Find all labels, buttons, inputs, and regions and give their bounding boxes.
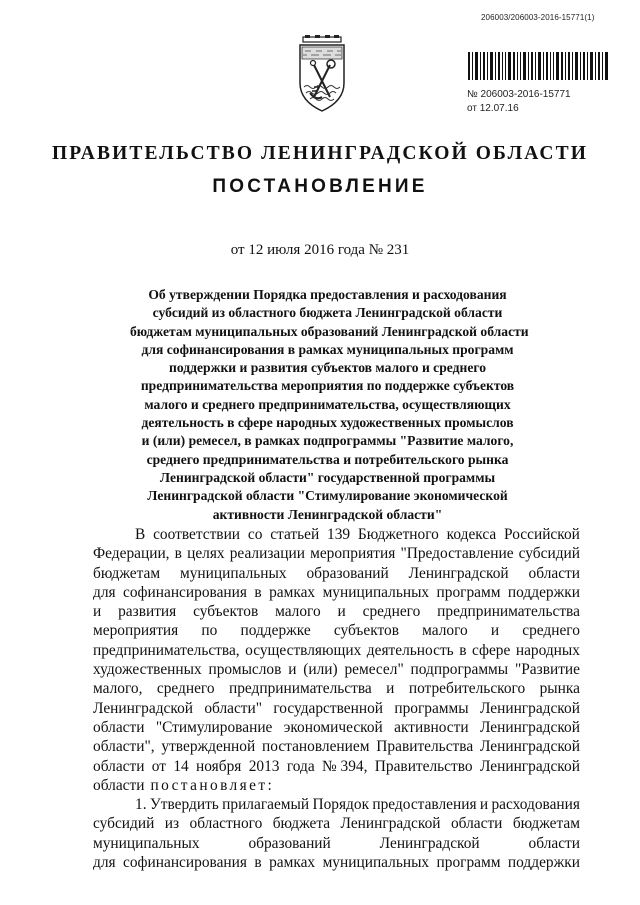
subject-line: Ленинградской области" государственной программы [159,469,496,485]
body-word: в [254,854,262,872]
body-word: Ленинградской [408,564,509,582]
body-word: по [201,622,218,640]
subject-line: Ленинградской области "Стимулирование экономической [147,488,508,504]
body-word: В [135,526,146,543]
body-word: Ленинградской [479,738,580,756]
body-word: статьей [270,526,320,543]
body-line [93,737,580,756]
body-word: рамках [269,583,316,601]
body-word: целях [187,545,225,563]
document-type: ПОСТАНОВЛЕНИЕ [212,176,428,197]
subject-line: бюджетам муниципальных образований Ленинградской области [130,323,529,339]
body-line [93,641,580,660]
body-word: постановлением [262,738,370,756]
body-word: рынка [539,680,580,698]
body-word: потребительского [408,680,526,698]
body-line [93,621,580,640]
body-word: "Развитие [514,661,580,679]
body-word: 14 [173,757,189,775]
body-word: области [93,776,145,794]
body-word: со [247,526,263,543]
body-word: Ленинградской [379,834,480,852]
body-line [93,814,580,833]
body-word: Ленинградской [340,815,441,833]
body-word: утвержденной [161,738,256,756]
body-word: реализации [229,545,305,563]
body-word: Правительство [374,757,473,775]
subject-line: для софинансирования в рамках муниципальных программ [141,341,514,357]
subject-line: предпринимательства мероприятия по поддержке субъектов [140,378,515,394]
body-word: мероприятия [310,545,396,563]
body-word: Ленинградской [93,699,194,717]
body-line [93,795,580,814]
body-word: Ленинградской [479,718,580,736]
body-word: малого, [93,680,143,698]
body-word: от [151,757,166,775]
body-word: Ленинградской [479,699,580,717]
body-word: "Предоставление [400,545,514,563]
body-word: 2013 [248,757,280,775]
body-line [93,544,580,563]
body-word: области [528,564,580,582]
body-word: и [93,603,102,621]
body-word: образований [306,564,389,582]
body-word: и [337,603,346,621]
body-word: субъектов [193,603,259,621]
body-word: предпринимательства [228,680,372,698]
body-word: Ленинградской [479,757,580,775]
body-word: государственной [273,699,384,717]
body-word: "Стимулирование [155,718,273,736]
subject-line: Об утверждении Порядка предоставления и расходования [148,287,507,302]
resolution-body [93,525,580,872]
body-word: программы [394,699,469,717]
registration-number: № 206003-2016-15771 [467,89,571,100]
body-word: бюджета [272,815,331,833]
body-word: области [528,834,580,852]
body-word: 1. [135,796,147,814]
subject-line: и (или) ремесел, в рамках подпрограммы "Развитие малого, [141,433,514,449]
body-word: среднего [522,622,580,640]
body-line [93,525,580,544]
body-word: образований [248,834,331,852]
body-word: из [164,815,180,833]
body-word: и [490,622,500,640]
body-word: года [286,757,315,775]
body-word: и [386,680,395,698]
body-word: Российской [504,526,580,543]
body-word: деятельность [366,641,454,659]
body-word: бюджетам [93,564,161,582]
government-title: ПРАВИТЕЛЬСТВО ЛЕНИНГРАДСКОЙ ОБЛАСТИ [52,143,588,164]
body-word: программ [436,583,501,601]
body-word: в [174,545,182,563]
body-line [93,583,580,602]
body-word: ноября [196,757,242,775]
body-word: Федерации, [93,545,170,563]
body-word: муниципальных [93,834,200,852]
body-word: Утвердить [149,796,219,814]
body-word: субъектов [333,622,399,640]
body-word: области" [204,699,263,717]
body-line [93,757,580,776]
body-word: поддержки [507,583,580,601]
body-word: для [93,583,116,601]
body-word: 139 [327,526,351,543]
coat-of-arms-icon [296,35,348,113]
resolution-date-number: от 12 июля 2016 года № 231 [230,242,410,258]
body-word: поддержке [240,622,311,640]
body-word: области [93,718,145,736]
body-word: ремесел" [344,661,404,679]
body-line [93,564,580,583]
body-word: области [450,815,503,833]
registration-date: от 12.07.16 [467,103,519,114]
body-line [93,660,580,679]
barcode-icon [467,52,609,80]
body-word: (или) [303,661,338,679]
body-word: народных [515,641,580,659]
body-word: рамках [269,854,316,872]
body-word: развития [118,603,177,621]
body-word: расходования [491,796,580,814]
subject-line: субсидий из областного бюджета Ленинградской области [152,305,503,321]
body-word: промыслов [208,661,282,679]
body-word: области", [93,738,155,756]
subject-line: деятельность в сфере народных художественных промыслов [141,415,514,431]
body-word: художественных [93,661,202,679]
document-reference: 206003/206003-2016-15771(1) [481,13,595,22]
body-word: среднего [156,680,215,698]
body-word: области [93,757,145,775]
body-word: постановляет: [150,776,275,794]
body-word: в [254,583,262,601]
body-word: в [459,641,467,659]
body-word: областного [189,815,263,833]
body-word: субсидий [93,815,155,833]
body-line [93,834,580,853]
body-word: сфере [471,641,511,659]
body-word: Бюджетного [357,526,439,543]
body-word: софинансирования [123,583,247,601]
body-line [93,679,580,698]
body-word: кодекса [446,526,497,543]
body-word: Правительства [376,738,474,756]
body-word: и [479,796,489,814]
body-word: муниципальных [322,854,430,872]
body-word: среднего [362,603,421,621]
body-word: осуществляющих [245,641,362,659]
body-line [93,853,580,872]
subject-line: среднего предпринимательства и потребительского рынка [146,451,509,467]
body-word: программ [436,854,501,872]
body-word: экономической [283,718,383,736]
body-word: предпринимательства [437,603,580,621]
body-word: поддержки [507,854,580,872]
body-word: муниципальных [180,564,287,582]
body-word: мероприятия [93,622,179,640]
body-word: подпрограммы [410,661,509,679]
body-word: предоставления [372,796,477,814]
body-word: и [288,661,297,679]
body-word: малого [422,622,468,640]
body-word: софинансирования [123,854,247,872]
body-word: предпринимательства, [93,641,240,659]
body-word: малого [275,603,321,621]
body-word: Порядок [312,796,370,814]
body-word: субсидий [518,545,580,563]
body-word: для [93,854,116,872]
body-line [93,776,580,795]
body-line [93,602,580,621]
subject-line: малого и среднего предпринимательства, осуществляющих [144,396,511,412]
subject-line: активности Ленинградской области" [212,506,443,522]
body-word: № 394, [321,757,368,775]
body-word: бюджетам [512,815,580,833]
body-word: прилагаемый [222,796,310,814]
body-word: активности [394,718,469,736]
subject-line: поддержки и развития субъектов малого и среднего [169,360,486,376]
resolution-subject [130,286,529,524]
body-word: соответствии [153,526,241,543]
body-line [93,718,580,737]
body-word: муниципальных [322,583,430,601]
body-line [93,699,580,718]
